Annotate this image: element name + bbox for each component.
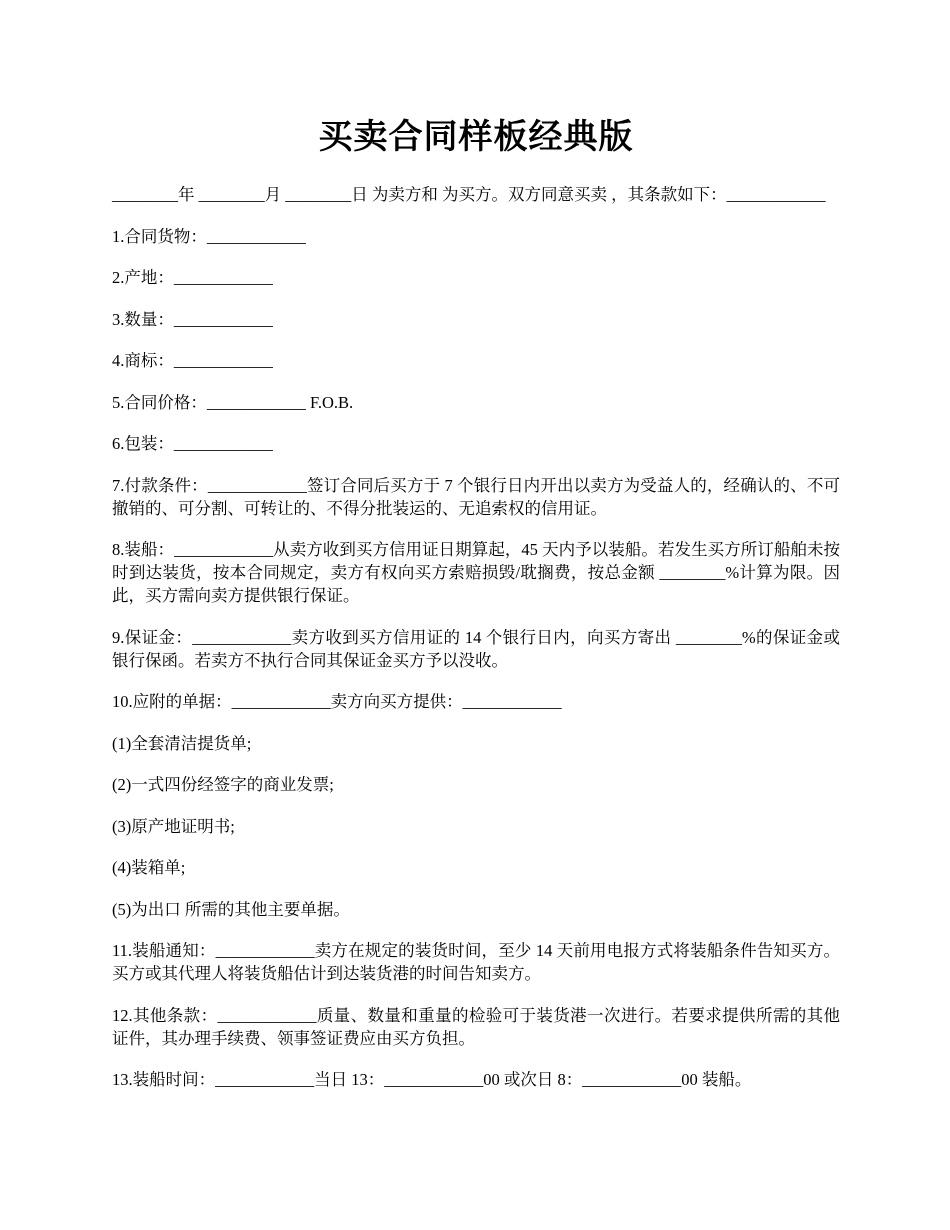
clause-other-terms: 12.其他条款：____________质量、数量和重量的检验可于装货港一次进行。若要求提供所需的其他证件，其办理手续费、领事签证费应由买方负担。 bbox=[112, 1005, 840, 1048]
clause-required-documents: 10.应附的单据：____________卖方向买方提供：____________ bbox=[112, 692, 562, 711]
clause-shipment: 8.装船：____________从卖方收到买方信用证日期算起，45 天内予以装船。若发生买方所订船舶未按时到达装货，按本合同规定，卖方有权向买方索赔损毁/耽搁费，按总金额 ________%计算为限。因此，买方需向卖方提供银行保证。 bbox=[112, 540, 840, 605]
clause-contract-price: 5.合同价格：____________ F.O.B. bbox=[112, 392, 354, 412]
document-item-certificate-of-origin: (3)原产地证明书; bbox=[112, 816, 235, 836]
clause-payment-terms: 7.付款条件：____________签订合同后买方于 7 个银行日内开出以卖方为受益人的，经确认的、不可撤销的、可分割、可转让的、不得分批装运的、无追索权的信用证。 bbox=[112, 475, 840, 518]
clause-packaging: 6.包装：____________ bbox=[112, 434, 273, 453]
clause-trademark: 4.商标：____________ bbox=[112, 351, 273, 370]
document-item-packing-list: (4)装箱单; bbox=[112, 858, 186, 877]
intro-paragraph: ________年 ________月 ________日 为卖方和 为买方。双方同意买卖 ，其条款如下：____________ bbox=[112, 185, 826, 204]
clause-shipment-time: 13.装船时间：____________当日 13：____________00 或次日 8：____________00 装船。 bbox=[112, 1070, 752, 1089]
clause-contract-goods: 1.合同货物：____________ bbox=[112, 226, 306, 246]
clause-quantity: 3.数量：____________ bbox=[112, 309, 273, 329]
clause-deposit: 9.保证金：____________卖方收到买方信用证的 14 个银行日内，向买方寄出 ________%的保证金或银行保函。若卖方不执行合同其保证金买方予以没收。 bbox=[112, 627, 840, 670]
document-item-bill-of-lading: (1)全套清洁提货单; bbox=[112, 733, 252, 753]
clause-origin: 2.产地：____________ bbox=[112, 268, 273, 287]
document-title: 买卖合同样板经典版 bbox=[318, 117, 634, 157]
document-item-other-export-documents: (5)为出口 所需的其他主要单据。 bbox=[112, 899, 350, 919]
document-item-commercial-invoice: (2)一式四份经签字的商业发票; bbox=[112, 775, 334, 794]
document-body bbox=[112, 183, 840, 1110]
clause-shipment-notice: 11.装船通知：____________卖方在规定的装货时间，至少 14 天前用电报方式将装船条件告知买方。买方或其代理人将装货船估计到达装货港的时间告知卖方。 bbox=[112, 941, 840, 983]
